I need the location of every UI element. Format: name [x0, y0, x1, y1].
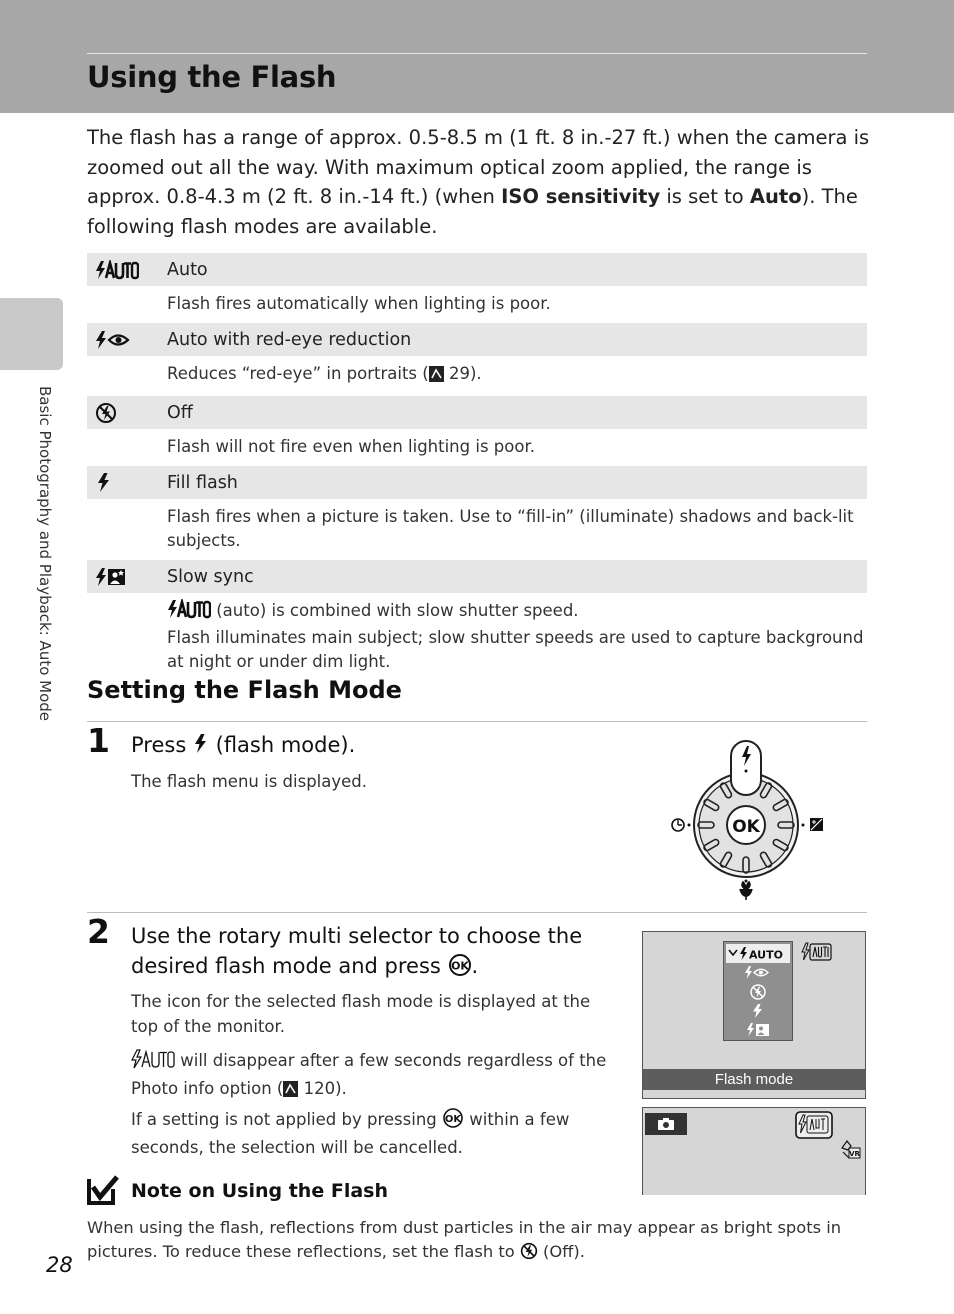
- mode-desc-auto: Flash fires automatically when lighting is poor.: [167, 294, 551, 313]
- slow-sync-icon: [87, 567, 167, 587]
- mode-row-auto: Auto: [87, 253, 867, 286]
- mode-desc-off: Flash will not fire even when lighting is poor.: [167, 437, 535, 456]
- header-rule: [87, 53, 867, 54]
- flash-off-icon: [87, 402, 167, 424]
- step-1-text: The flash menu is displayed.: [131, 772, 368, 791]
- flash-mode-menu: [723, 941, 793, 1041]
- auto-term: Auto: [749, 185, 802, 208]
- step-1-number: 1: [87, 721, 110, 760]
- section-title: Setting the Flash Mode: [87, 676, 402, 704]
- flash-mode-menu-screen: [642, 931, 866, 1099]
- screen-caption: Flash mode: [643, 1069, 865, 1090]
- reference-icon: [283, 1079, 298, 1104]
- side-tab: [0, 298, 63, 370]
- step-2-heading: Use the rotary multi selector to choose the desired flash mode and press OK .: [131, 921, 611, 984]
- mode-desc-fill-flash: Flash fires when a picture is taken. Use to “fill-in” (illuminate) shadows and back-lit subjects.: [167, 507, 854, 550]
- section-rule: [87, 721, 867, 722]
- ok-button-icon: [448, 954, 472, 984]
- flash-auto-icon: [167, 599, 211, 626]
- step-2-text-3: If a setting is not applied by pressing OK within a few seconds, the selection will be cancelled.: [131, 1110, 570, 1157]
- intro-paragraph: The flash has a range of approx. 0.5-8.5 m (1 ft. 8 in.-27 ft.) when the camera is zoomed out all the way. With maximum optical zoom applied, the range is approx. 0.8-4.3 m (2 ft. 8 in.-14 ft.) (when ISO sensitivity is set to Auto). The following flash modes are available.: [87, 126, 870, 238]
- step-2-number: 2: [87, 912, 110, 951]
- current-flash-auto-icon: [801, 942, 833, 966]
- svg-text:OK: OK: [732, 817, 760, 837]
- page-title: Using the Flash: [87, 60, 337, 94]
- rotary-multi-selector-illustration: [664, 738, 832, 906]
- camera-mode-icon: [645, 1113, 687, 1135]
- step-divider: [87, 912, 867, 913]
- svg-text:OK: OK: [444, 1114, 462, 1125]
- svg-text:AUTO: AUTO: [749, 948, 783, 961]
- flash-mode-indicator-icon: [795, 1111, 833, 1143]
- flash-auto-icon: [87, 260, 167, 280]
- note-title: Note on Using the Flash: [131, 1180, 388, 1202]
- side-chapter-label: Basic Photography and Playback: Auto Mode: [36, 386, 54, 722]
- step-1-heading: Press (flash mode).: [131, 730, 355, 763]
- mode-row-fill-flash: Fill flash: [87, 466, 867, 499]
- menu-item-off[interactable]: [724, 982, 792, 1001]
- menu-item-red-eye[interactable]: [724, 963, 792, 982]
- reference-icon: [429, 365, 444, 389]
- svg-text:VR: VR: [849, 1150, 860, 1158]
- mode-desc-slow-sync: (auto) is combined with slow shutter speed. Flash illuminates main subject; slow shutter speeds are used to capture background at night or under dim light.: [167, 601, 864, 671]
- iso-sensitivity-term: ISO sensitivity: [501, 185, 661, 208]
- menu-item-fill-flash[interactable]: [724, 1001, 792, 1020]
- header-band: [0, 0, 954, 113]
- flash-icon: [193, 733, 209, 763]
- page-number: 28: [46, 1253, 73, 1277]
- step-2-text-1: The icon for the selected flash mode is displayed at the top of the monitor.: [131, 992, 591, 1036]
- flash-auto-icon: [131, 1049, 175, 1076]
- ok-button-icon: [442, 1108, 464, 1135]
- svg-text:OK: OK: [450, 959, 469, 973]
- shooting-screen: [642, 1107, 866, 1195]
- vibration-reduction-icon: [839, 1138, 861, 1164]
- step-2-text-2: will disappear after a few seconds regardless of the Photo info option ( 120).: [131, 1048, 611, 1104]
- mode-desc-red-eye: Reduces “red-eye” in portraits ( 29).: [87, 356, 867, 396]
- menu-item-slow-sync[interactable]: [724, 1020, 792, 1039]
- note-check-icon: [87, 1175, 119, 1209]
- flash-mode-table: [87, 253, 867, 681]
- fill-flash-icon: [87, 472, 167, 494]
- flash-off-icon: [520, 1242, 538, 1267]
- red-eye-icon: [87, 330, 167, 350]
- menu-item-auto[interactable]: [726, 944, 790, 963]
- mode-row-red-eye: Auto with red-eye reduction: [87, 323, 867, 356]
- mode-row-slow-sync: Slow sync: [87, 560, 867, 593]
- mode-row-off: Off: [87, 396, 867, 429]
- note-text: When using the flash, reflections from dust particles in the air may appear as bright spots in pictures. To reduce these reflections, set the flash to (Off).: [87, 1216, 877, 1267]
